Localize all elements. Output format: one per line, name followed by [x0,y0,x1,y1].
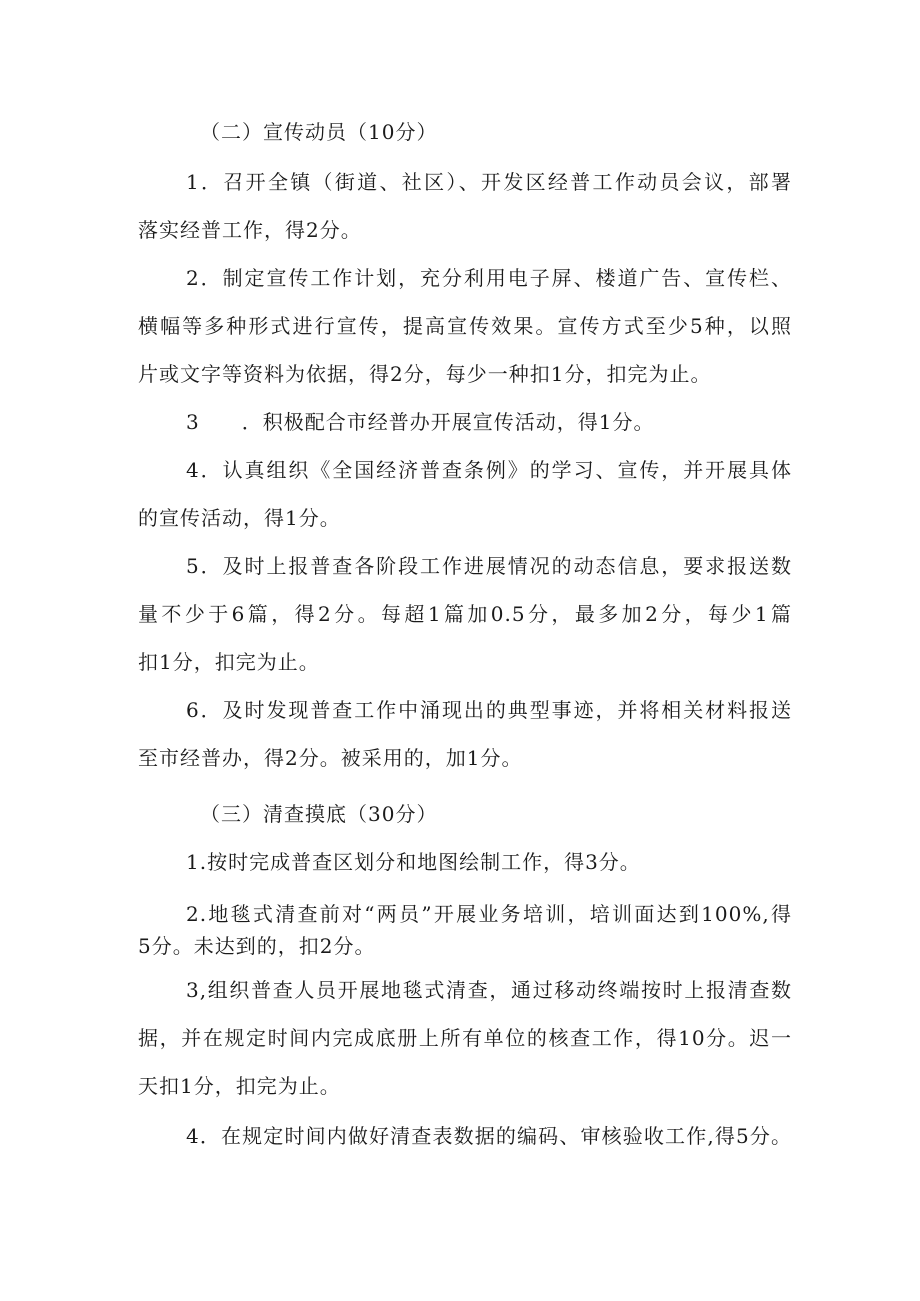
paragraph-line: 据，并在规定时间内完成底册上所有单位的核查工作，得10分。迟一 [138,1026,792,1050]
paragraph-line: 天扣1分，扣完为止。 [138,1074,341,1098]
paragraph-line: 1．召开全镇（街道、社区）、开发区经普工作动员会议，部署 [186,170,792,194]
paragraph-line: 5．及时上报普查各阶段工作进展情况的动态信息，要求报送数 [186,554,792,578]
section-heading-publicity: （二）宣传动员（10分） [200,120,438,144]
paragraph-line: 2.地毯式清查前对“两员”开展业务培训，培训面达到100%,得 [186,902,792,926]
paragraph-line: 3 ．积极配合市经普办开展宣传活动，得1分。 [186,410,655,434]
paragraph-line: 片或文字等资料为依据，得2分，每少一种扣1分，扣完为止。 [138,362,712,386]
paragraph-line: 扣1分，扣完为止。 [138,650,320,674]
section-heading-survey: （三）清查摸底（30分） [200,802,438,826]
paragraph-line: 4．在规定时间内做好清查表数据的编码、审核验收工作,得5分。 [186,1124,792,1148]
paragraph-line: 至市经普办，得2分。被采用的，加1分。 [138,746,523,770]
paragraph-line: 量不少于6篇，得2分。每超1篇加0.5分，最多加2分，每少1篇 [138,602,792,626]
paragraph-line: 1.按时完成普查区划分和地图绘制工作，得3分。 [186,850,641,874]
paragraph-line: 横幅等多种形式进行宣传，提高宣传效果。宣传方式至少5种，以照 [138,314,792,338]
paragraph-line: 2．制定宣传工作计划，充分利用电子屏、楼道广告、宣传栏、 [186,266,792,290]
paragraph-line: 5分。未达到的，扣2分。 [138,934,376,958]
paragraph-line: 4．认真组织《全国经济普查条例》的学习、宣传，并开展具体 [186,458,792,482]
paragraph-line: 3,组织普查人员开展地毯式清查，通过移动终端按时上报清查数 [186,978,792,1002]
paragraph-line: 的宣传活动，得1分。 [138,506,341,530]
paragraph-line: 6．及时发现普查工作中涌现出的典型事迹，并将相关材料报送 [186,698,792,722]
paragraph-line: 落实经普工作，得2分。 [138,218,362,242]
